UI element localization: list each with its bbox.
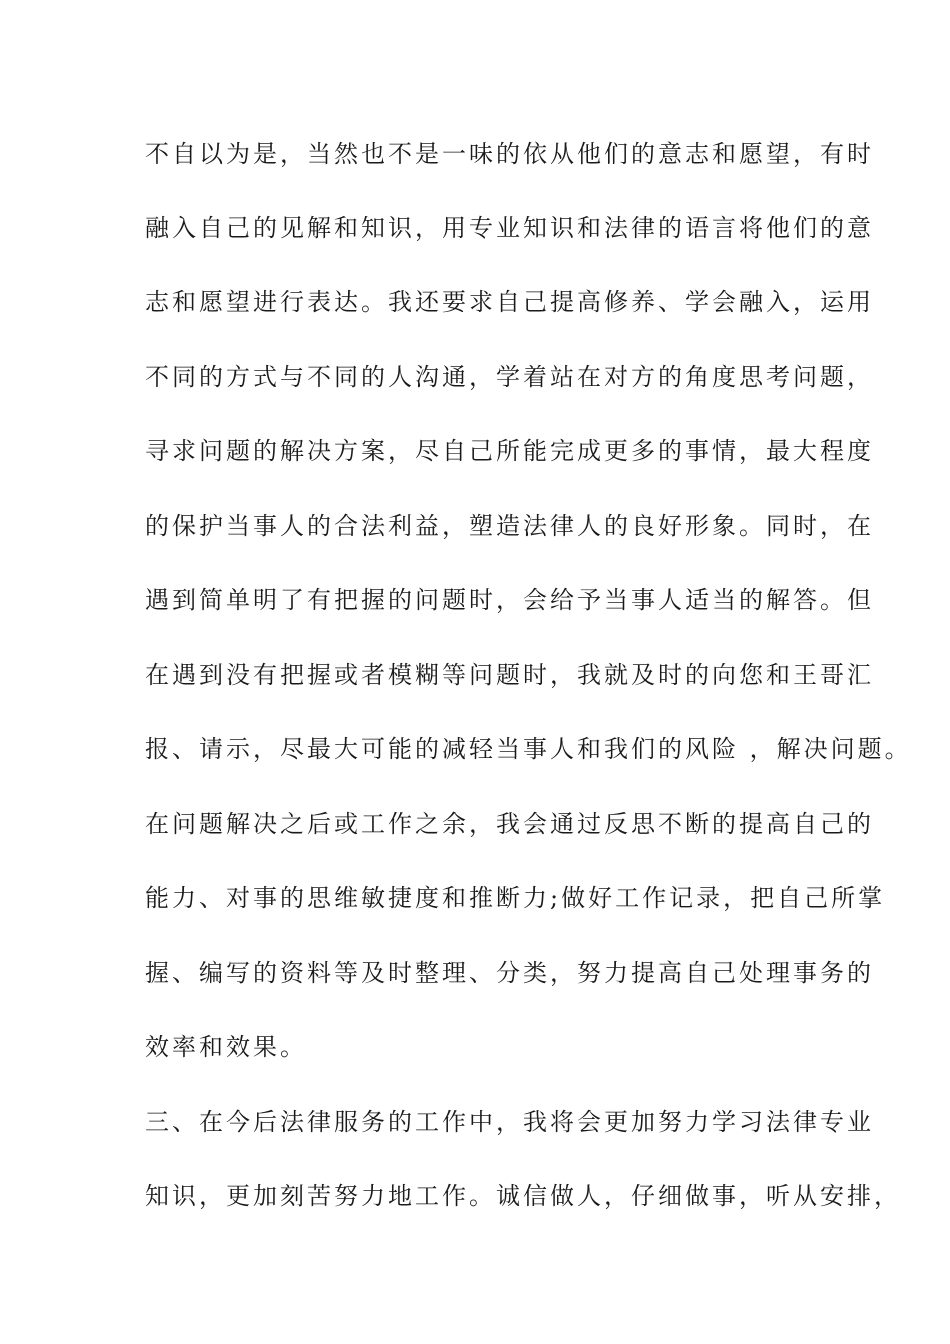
text-line: 寻求问题的解决方案，尽自己所能完成更多的事情，最大程度 <box>145 437 874 465</box>
text-line: 能力、对事的思维敏捷度和推断力;做好工作记录，把自己所掌 <box>145 884 886 912</box>
text-line: 遇到简单明了有把握的问题时，会给予当事人适当的解答。但 <box>145 586 874 614</box>
text-line: 志和愿望进行表达。我还要求自己提高修养、学会融入，运用 <box>145 288 874 316</box>
text-line: 不自以为是，当然也不是一味的依从他们的意志和愿望，有时 <box>145 140 874 168</box>
text-line: 三、在今后法律服务的工作中，我将会更加努力学习法律专业 <box>145 1108 874 1136</box>
text-line: 融入自己的见解和知识，用专业知识和法律的语言将他们的意 <box>145 214 874 242</box>
text-line: 在遇到没有把握或者模糊等问题时，我就及时的向您和王哥汇 <box>145 661 874 689</box>
text-line: 不同的方式与不同的人沟通，学着站在对方的角度思考问题， <box>145 363 874 391</box>
text-line: 报、请示，尽最大可能的减轻当事人和我们的风险 ，解决问题。 <box>145 735 912 763</box>
text-line: 握、编写的资料等及时整理、分类，努力提高自己处理事务的 <box>145 959 874 987</box>
text-line: 在问题解决之后或工作之余，我会通过反思不断的提高自己的 <box>145 810 874 838</box>
text-line: 的保护当事人的合法利益，塑造法律人的良好形象。同时，在 <box>145 512 874 540</box>
text-line: 知识，更加刻苦努力地工作。诚信做人，仔细做事，听从安排， <box>145 1182 901 1210</box>
text-line: 效率和效果。 <box>145 1033 307 1061</box>
